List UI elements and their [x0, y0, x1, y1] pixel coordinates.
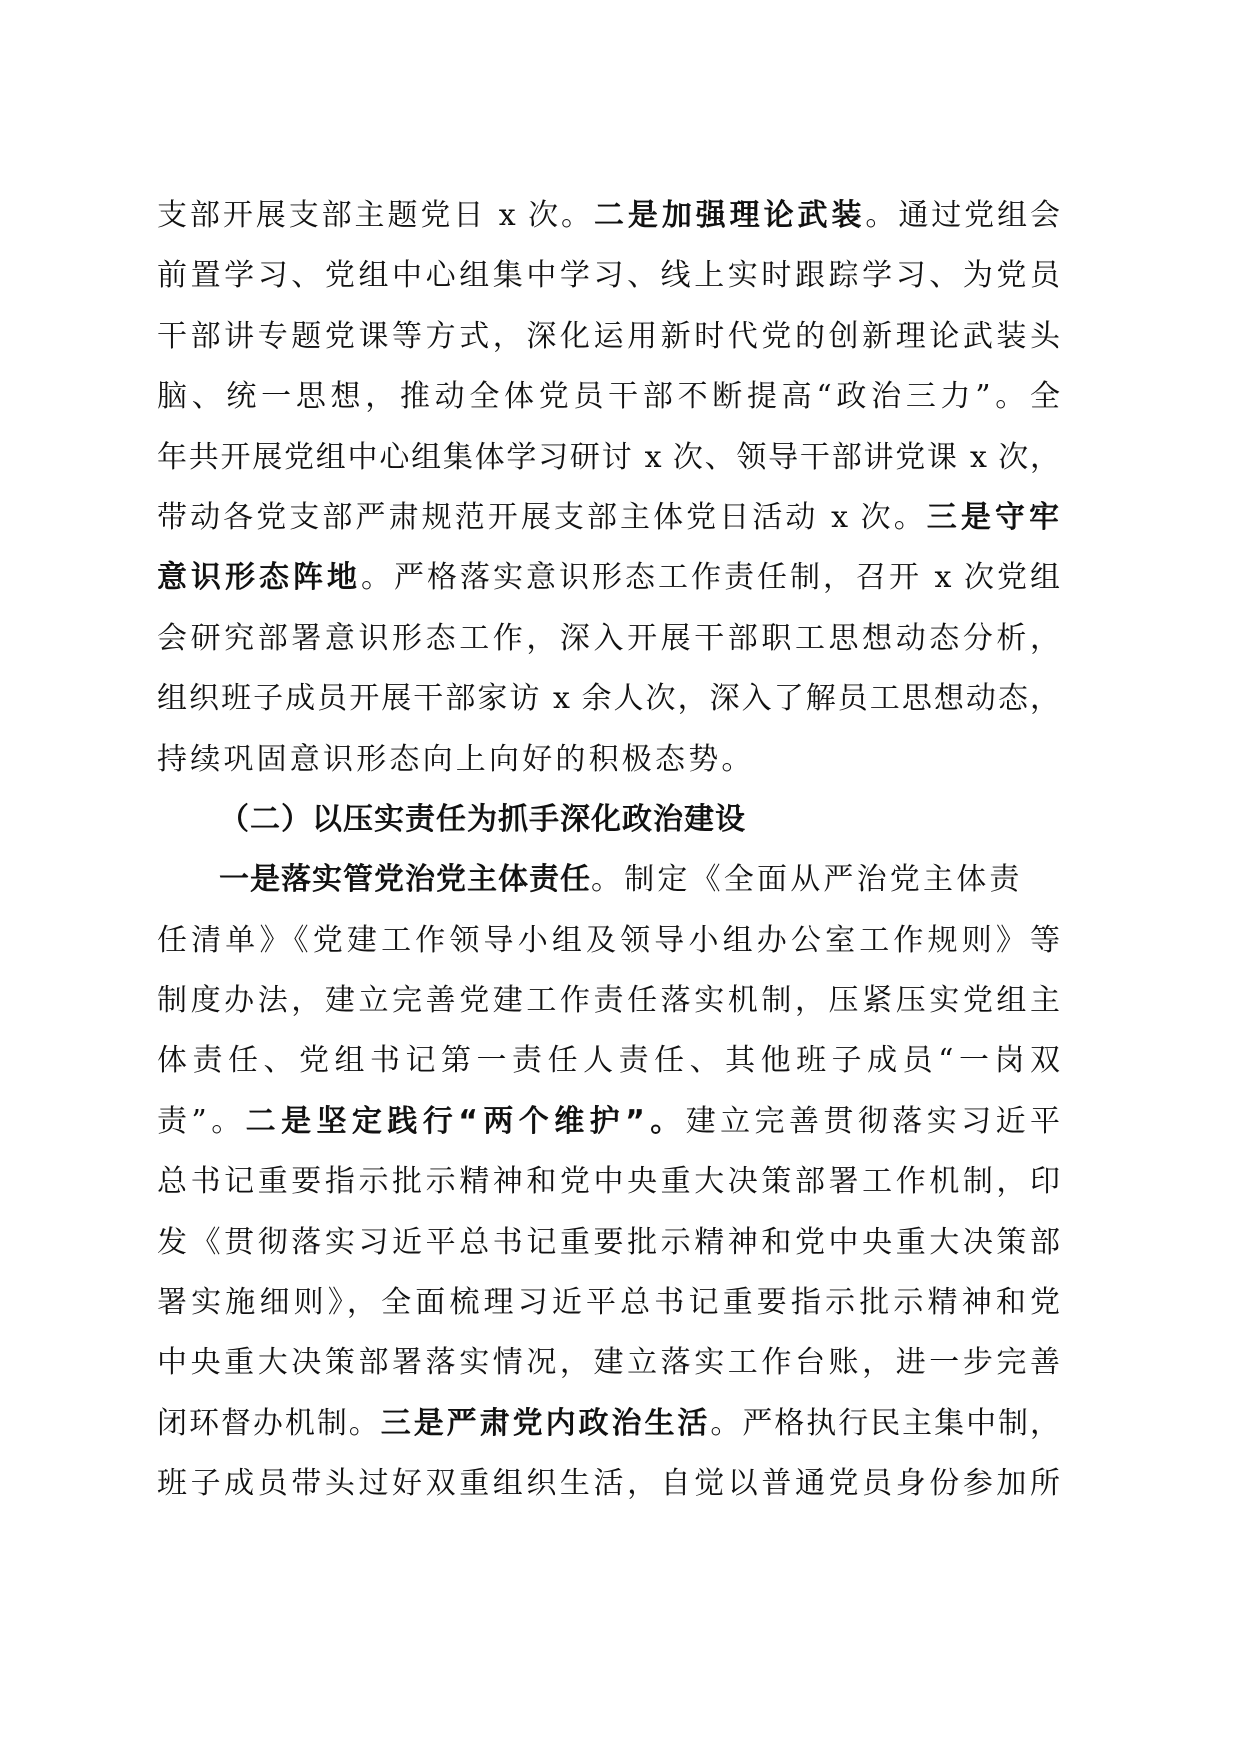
text-run: 。通过党组会 — [865, 198, 1061, 233]
paragraph-line: 中央重大决策部署落实情况，建立落实工作台账，进一步完善 — [157, 1345, 1060, 1381]
text-run: 带动各党支部严肃规范开展支部主体党日活动 x 次。 — [157, 499, 927, 535]
paragraph-line: 持续巩固意识形态向上向好的积极态势。 — [157, 741, 755, 777]
paragraph-line: 脑、统一思想，推动全体党员干部不断提高“政治三力”。全 — [157, 379, 1060, 415]
paragraph-line: 前置学习、党组中心组集中学习、线上实时跟踪学习、为党员 — [157, 258, 1060, 294]
paragraph-line: 班子成员带头过好双重组织生活，自觉以普通党员身份参加所 — [157, 1466, 1060, 1502]
bold-lead: 意识形态阵地 — [157, 560, 361, 596]
document-body — [157, 186, 1060, 1515]
bold-lead: 一是落实管党治党主体责任 — [219, 862, 591, 898]
paragraph-line — [157, 548, 1060, 608]
paragraph-line: 任清单》《党建工作领导小组及领导小组办公室工作规则》等 — [157, 922, 1060, 958]
paragraph-line — [157, 186, 1060, 246]
paragraph-line — [157, 1092, 1060, 1152]
text-run: 。严格执行民主集中制， — [710, 1405, 1061, 1441]
bold-lead: 二是加强理论武装 — [593, 198, 866, 233]
text-run: 责”。 — [157, 1103, 246, 1139]
section-heading: （二）以压实责任为抓手深化政治建设 — [219, 801, 746, 837]
text-run: 建立完善贯彻落实习近平 — [685, 1103, 1061, 1139]
paragraph-line: 体责任、党组书记第一责任人责任、其他班子成员“一岗双 — [157, 1043, 1060, 1079]
paragraph-line: 年共开展党组中心组集体学习研讨 x 次、领导干部讲党课 x 次， — [157, 439, 1060, 475]
paragraph-line: 干部讲专题党课等方式，深化运用新时代党的创新理论武装头 — [157, 318, 1060, 354]
paragraph-line: 署实施细则》，全面梳理习近平总书记重要指示批示精神和党 — [157, 1285, 1060, 1321]
paragraph-line: 组织班子成员开展干部家访 x 余人次，深入了解员工思想动态， — [157, 681, 1060, 717]
bold-lead: 三是严肃党内政治生活 — [380, 1405, 711, 1441]
paragraph-line: 制度办法，建立完善党建工作责任落实机制，压紧压实党组主 — [157, 983, 1060, 1019]
paragraph-line — [157, 488, 1060, 548]
text-run: 支部开展支部主题党日 x 次。 — [157, 198, 594, 233]
paragraph-line: 发《贯彻落实习近平总书记重要批示精神和党中央重大决策部 — [157, 1224, 1060, 1260]
paragraph-line: 总书记重要指示批示精神和党中央重大决策部署工作机制，印 — [157, 1164, 1060, 1200]
paragraph-line — [157, 850, 1060, 910]
bold-lead: 二是坚定践行“两个维护”。 — [245, 1103, 686, 1139]
paragraph-line — [157, 1394, 1060, 1454]
bold-lead: 三是守牢 — [926, 499, 1061, 535]
text-run: 。制定《全面从严治党主体责 — [591, 862, 1023, 898]
text-run: 。严格落实意识形态工作责任制，召开 x 次党组 — [361, 560, 1060, 596]
paragraph-line: 会研究部署意识形态工作，深入开展干部职工思想动态分析， — [157, 620, 1060, 656]
text-run: 闭环督办机制。 — [157, 1405, 381, 1441]
